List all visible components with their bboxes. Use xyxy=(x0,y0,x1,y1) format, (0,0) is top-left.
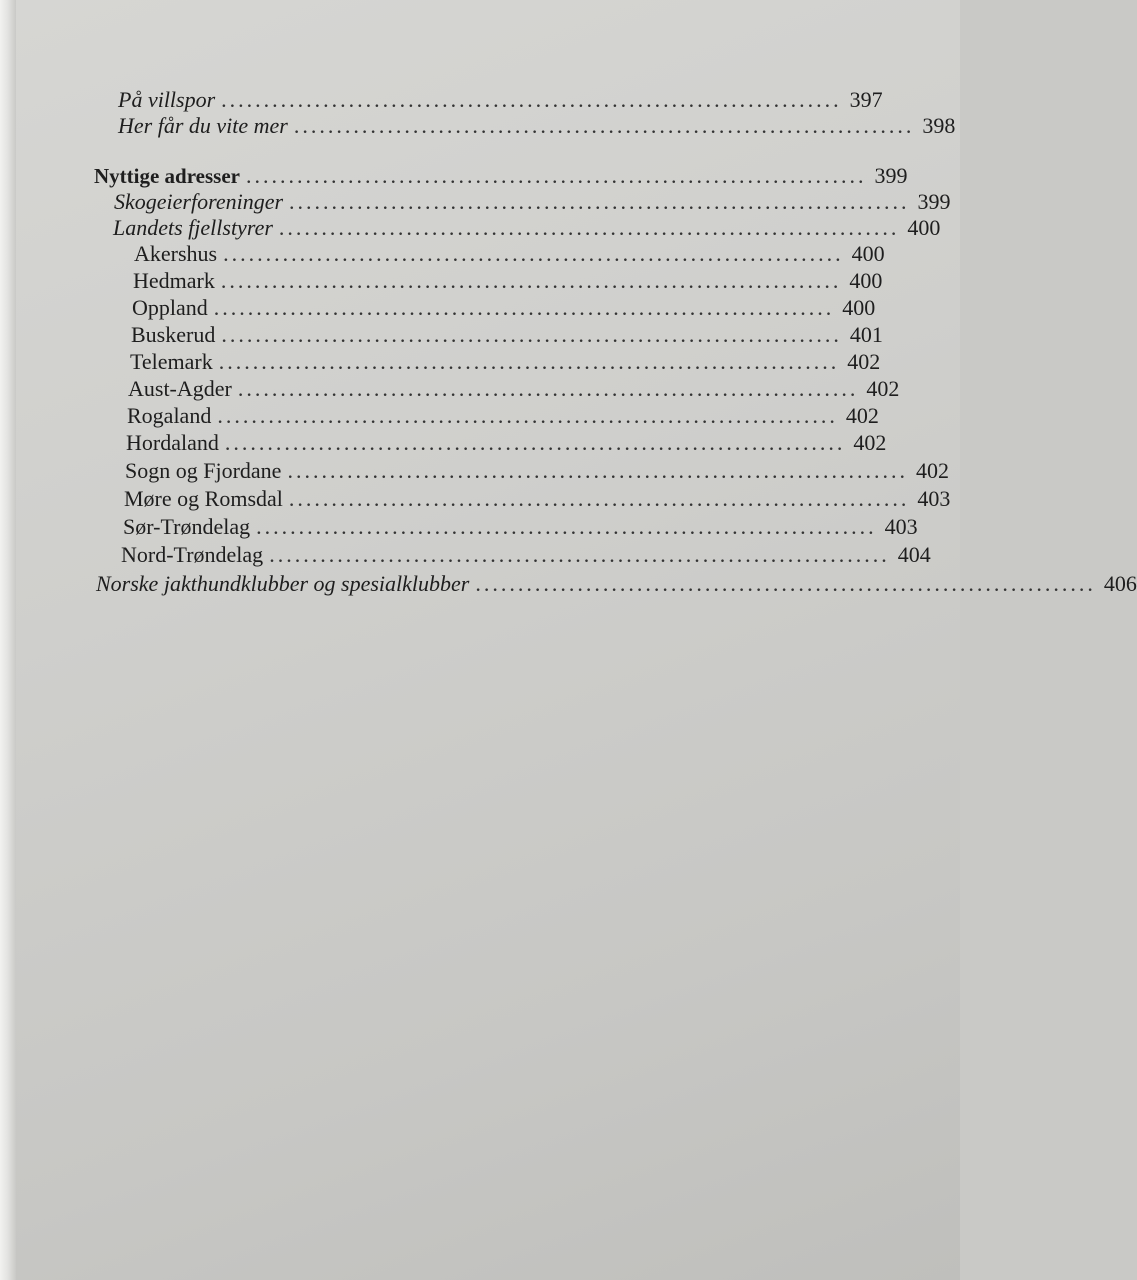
toc-entry xyxy=(134,240,885,268)
toc-entry-page: 400 xyxy=(842,295,876,320)
toc-entry-page: 402 xyxy=(915,458,949,483)
toc-leader-dots: ......................................................................... xyxy=(246,163,867,188)
toc-entry-page: 402 xyxy=(866,376,900,401)
toc-leader-dots: ......................................................................... xyxy=(269,542,890,567)
toc-entry-label: Møre og Romsdal xyxy=(124,486,283,511)
toc-leader-dots: ......................................................................... xyxy=(218,349,840,374)
toc-entry-page: 406 xyxy=(1103,571,1137,596)
toc-entry-page: 398 xyxy=(922,113,956,138)
toc-entry-label: Hordaland xyxy=(126,430,219,455)
toc-leader-dots: ......................................................................... xyxy=(288,486,910,511)
toc-entry xyxy=(133,267,883,295)
toc-entry-label: Skogeierforeninger xyxy=(114,189,284,214)
toc-entry xyxy=(114,188,951,216)
toc-entry xyxy=(126,429,887,457)
toc-leader-dots: ......................................................................... xyxy=(287,458,908,483)
toc-entry xyxy=(128,375,900,403)
toc-entry-page: 400 xyxy=(851,241,885,266)
toc-leader-dots: ......................................................................... xyxy=(223,241,844,266)
toc-entry-label: Oppland xyxy=(132,295,208,320)
toc-entry xyxy=(124,485,951,513)
toc-entry xyxy=(94,162,908,190)
toc-leader-dots: ......................................................................... xyxy=(220,268,842,293)
toc-entry-page: 400 xyxy=(849,268,883,293)
toc-entry-page: 402 xyxy=(847,349,881,374)
toc-entry xyxy=(123,513,918,541)
toc-entry-label: Nyttige adresser xyxy=(94,164,240,188)
toc-entry-label: På villspor xyxy=(118,87,216,112)
toc-entry-page: 397 xyxy=(849,87,883,112)
toc-leader-dots: ......................................................................... xyxy=(289,189,910,214)
toc-entry-page: 402 xyxy=(853,430,887,455)
toc-entry xyxy=(118,86,883,114)
toc-leader-dots: ......................................................................... xyxy=(221,87,842,112)
toc-leader-dots: ......................................................................... xyxy=(221,322,842,347)
toc-entry xyxy=(125,457,949,485)
toc-entry xyxy=(132,294,876,322)
toc-entry-label: Hedmark xyxy=(133,268,215,293)
toc-entry xyxy=(118,112,956,140)
toc-leader-dots: ......................................................................... xyxy=(217,403,838,428)
toc-leader-dots: ......................................................................... xyxy=(256,514,877,539)
toc-entry-label: Sør-Trøndelag xyxy=(123,514,251,539)
toc-entry xyxy=(121,541,931,569)
toc-entry-page: 399 xyxy=(917,189,951,214)
toc-entry-label: Nord-Trøndelag xyxy=(121,542,264,567)
toc-entry-label: Her får du vite mer xyxy=(118,113,288,138)
toc-entry xyxy=(113,214,941,242)
toc-entry-label: Norske jakthundklubber og spesialklubber xyxy=(96,571,470,596)
toc-entry-label: Landets fjellstyrer xyxy=(113,215,273,240)
toc-entry-label: Sogn og Fjordane xyxy=(125,458,282,483)
toc-entry-label: Akershus xyxy=(134,241,218,266)
toc-leader-dots: ......................................................................... xyxy=(237,376,859,401)
toc-leader-dots: ......................................................................... xyxy=(224,430,846,455)
toc-leader-dots: ......................................................................... xyxy=(213,295,835,320)
toc-entry xyxy=(130,348,881,376)
toc-entry-page: 404 xyxy=(897,542,931,567)
toc-entry-page: 401 xyxy=(849,322,883,347)
toc-entry-page: 400 xyxy=(907,215,941,240)
toc-entry-page: 403 xyxy=(884,514,918,539)
toc-entry-label: Buskerud xyxy=(131,322,216,347)
toc-entry xyxy=(131,321,883,349)
toc-entry-page: 402 xyxy=(845,403,879,428)
toc-leader-dots: ......................................................................... xyxy=(278,215,900,240)
toc-entry xyxy=(127,402,879,430)
toc-entry-label: Aust-Agder xyxy=(128,376,232,401)
toc-entry-page: 403 xyxy=(917,486,951,511)
toc-leader-dots: ......................................................................... xyxy=(293,113,915,138)
toc-entry-label: Telemark xyxy=(130,349,213,374)
toc-entry-label: Rogaland xyxy=(127,403,212,428)
toc-leader-dots: ......................................................................... xyxy=(475,571,1096,596)
toc-entry xyxy=(96,570,1137,598)
toc-entry-page: 399 xyxy=(874,163,908,188)
